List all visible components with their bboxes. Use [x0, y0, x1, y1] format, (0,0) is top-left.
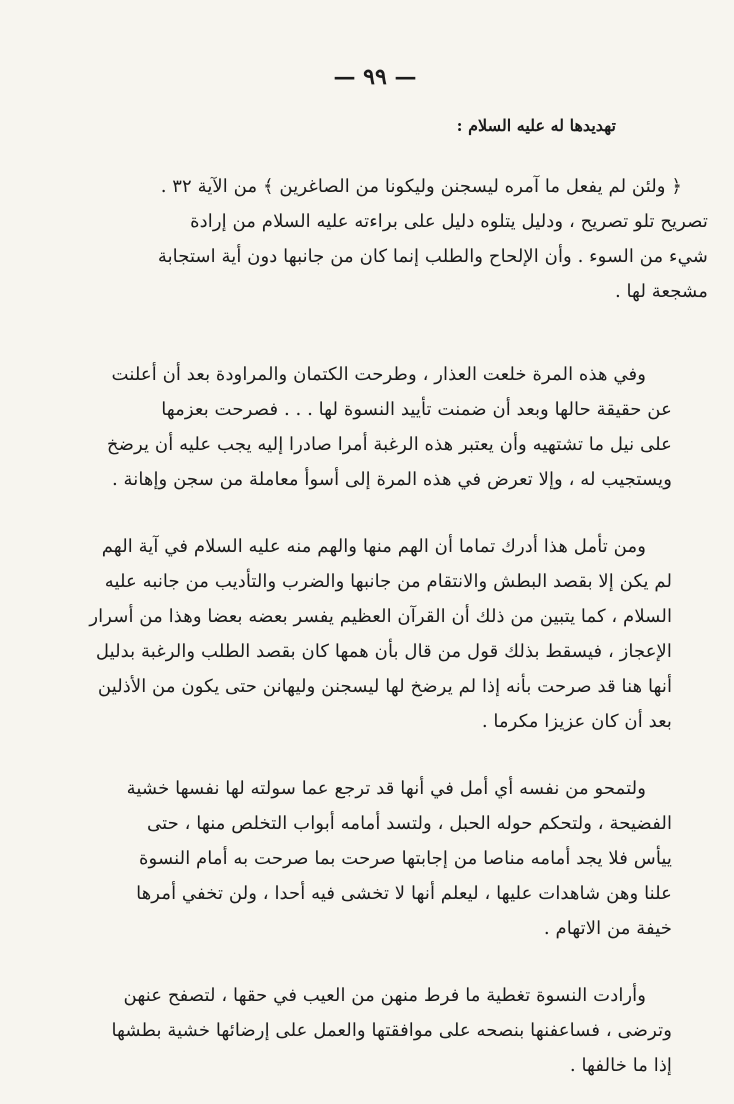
paragraph-2 [18, 357, 712, 497]
paragraph-line: ولتمحو من نفسه أي أمل في أنها قد ترجع عما سولته لها نفسها خشية [126, 778, 646, 799]
paragraph-line: بعد أن كان عزيزا مكرما . [481, 711, 672, 732]
paragraph-line: وأرادت النسوة تغطية ما فرط منهن من العيب في حقها ، لتصفح عنهن [123, 985, 646, 1006]
paragraph-5 [18, 978, 712, 1083]
paragraph-line: عن حقيقة حالها وبعد أن ضمنت تأييد النسوة لها . . . فصرحت بعزمها [161, 399, 672, 420]
paragraph-line: مشجعة لها . [614, 281, 708, 302]
paragraph-line: خيفة من الاتهام . [543, 918, 672, 939]
paragraph-line: ومن تأمل هذا أدرك تماما أن الهم منها والهم منه عليه السلام في آية الهم [101, 536, 646, 557]
page-number: — ٩٩ — [333, 64, 417, 90]
paragraph-line: ييأس فلا يجد أمامه مناصا من إجابتها صرحت بما صرحت به أمام النسوة [139, 848, 672, 869]
paragraph-1 [18, 169, 712, 309]
paragraph-line: شيء من السوء . وأن الإلحاح والطلب إنما كان من جانبها دون أية استجابة [157, 246, 708, 267]
paragraph-line: وترضى ، فساعفنها بنصحه على موافقتها والعمل على إرضائها خشية بطشها [111, 1020, 672, 1041]
paragraph-line: ويستجيب له ، وإلا تعرض في هذه المرة إلى أسوأ معاملة من سجن وإهانة . [111, 469, 672, 490]
paragraph-line: وفي هذه المرة خلعت العذار ، وطرحت الكتمان والمراودة بعد أن أعلنت [111, 364, 646, 385]
paragraph-line: السلام ، كما يتبين من ذلك أن القرآن العظيم يفسر بعضه بعضا وهذا من أسرار [89, 606, 672, 627]
paragraph-line: الفضيحة ، ولتحكم حوله الحبل ، ولتسد أمامه أبواب التخلص منها ، حتى [146, 813, 672, 834]
paragraph-line: الإعجاز ، فيسقط بذلك قول من قال بأن همها كان بقصد الطلب والرغبة بدليل [95, 641, 672, 662]
paragraph-line: علنا وهن شاهدات عليها ، ليعلم أنها لا تخشى فيه أحدا ، ولن تخفي أمرها [136, 883, 672, 904]
section-heading: تهديدها له عليه السلام : [456, 116, 616, 135]
paragraph-line: إذا ما خالفها . [569, 1055, 672, 1076]
paragraph-4 [18, 771, 712, 946]
paragraph-line: أنها هنا قد صرحت بأنه إذا لم يرضخ لها ليسجنن وليهانن حتى يكون من الأذلين [97, 676, 672, 697]
paragraph-line: لم يكن إلا بقصد البطش والانتقام من جانبها والضرب والتأديب من جانبه عليه [104, 571, 672, 592]
verse-line: ﴿ ولئن لم يفعل ما آمره ليسجنن وليكونا من الصاغرين ﴾ من الآية ٣٢ . [160, 176, 682, 197]
paragraph-line: تصريح تلو تصريح ، ودليل يتلوه دليل على براءته عليه السلام من إرادة [190, 211, 708, 232]
paragraph-line: على نيل ما تشتهيه وأن يعتبر هذه الرغبة أمرا صادرا إليه يجب عليه أن يرضخ [106, 434, 672, 455]
paragraph-3 [18, 529, 712, 739]
